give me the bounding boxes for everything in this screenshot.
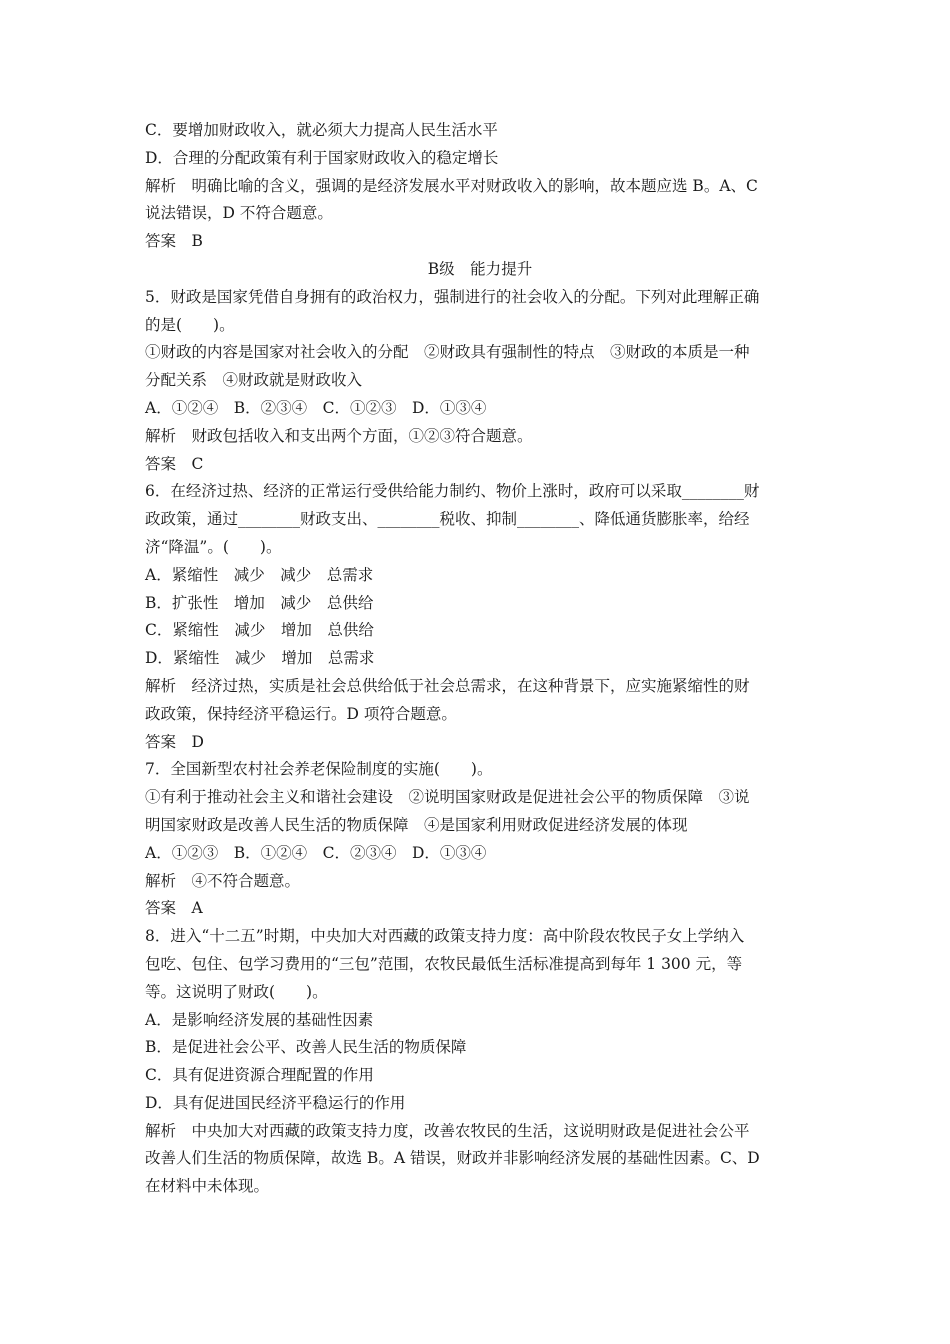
text-line: 济“降温”。( )。 bbox=[145, 537, 282, 556]
text-line: ①财政的内容是国家对社会收入的分配 ②财政具有强制性的特点 ③财政的本质是一种 bbox=[145, 343, 750, 362]
text-line: 答案 D bbox=[145, 732, 204, 751]
text-line: ①有利于推动社会主义和谐社会建设 ②说明国家财政是促进社会公平的物质保障 ③说 bbox=[145, 788, 750, 807]
text-line: 解析 经济过热，实质是社会总供给低于社会总需求，在这种背景下，应实施紧缩性的财 bbox=[145, 676, 750, 695]
text-line: A．①②④ B．②③④ C．①②③ D．①③④ bbox=[145, 398, 487, 417]
text-line: A．是影响经济发展的基础性因素 bbox=[145, 1010, 374, 1029]
text-line: 在材料中未体现。 bbox=[145, 1177, 270, 1196]
text-line: D．具有促进国民经济平稳运行的作用 bbox=[145, 1093, 406, 1112]
text-line: 解析 明确比喻的含义，强调的是经济发展水平对财政收入的影响，故本题应选 B。A、C bbox=[145, 176, 758, 195]
text-line: D．合理的分配政策有利于国家财政收入的稳定增长 bbox=[145, 148, 499, 167]
text-line: 答案 A bbox=[145, 899, 203, 918]
text-line: 解析 ④不符合题意。 bbox=[145, 871, 301, 890]
text-line: 政政策，通过________财政支出、________税收、抑制________、降低通货膨胀率，给经 bbox=[145, 510, 750, 529]
text-line: 6．在经济过热、经济的正常运行受供给能力制约、物价上涨时，政府可以采取________财 bbox=[145, 482, 760, 501]
text-line: 8．进入“十二五”时期，中央加大对西藏的政策支持力度：高中阶段农牧民子女上学纳入 bbox=[145, 927, 745, 946]
text-line: 明国家财政是改善人民生活的物质保障 ④是国家利用财政促进经济发展的体现 bbox=[145, 815, 688, 834]
text-line: 5．财政是国家凭借自身拥有的政治权力，强制进行的社会收入的分配。下列对此理解正确 bbox=[145, 287, 760, 306]
section-heading: B级 能力提升 bbox=[427, 259, 533, 278]
text-line: 政政策，保持经济平稳运行。D 项符合题意。 bbox=[145, 704, 457, 723]
text-line: B．扩张性 增加 减少 总供给 bbox=[145, 593, 374, 612]
text-line: B．是促进社会公平、改善人民生活的物质保障 bbox=[145, 1038, 467, 1057]
text-line: 解析 中央加大对西藏的政策支持力度，改善农牧民的生活，这说明财政是促进社会公平 bbox=[145, 1121, 750, 1140]
text-line: C．要增加财政收入，就必须大力提高人民生活水平 bbox=[145, 121, 498, 139]
text-line: 改善人们生活的物质保障，故选 B。A 错误，财政并非影响经济发展的基础性因素。C、D bbox=[145, 1149, 760, 1168]
text-line: 说法错误，D 不符合题意。 bbox=[145, 204, 333, 223]
text-line: D．紧缩性 减少 增加 总需求 bbox=[145, 649, 375, 668]
text-line: A．①②③ B．①②④ C．②③④ D．①③④ bbox=[145, 843, 487, 862]
text-line: 分配关系 ④财政就是财政收入 bbox=[145, 371, 363, 390]
text-line: 7．全国新型农村社会养老保险制度的实施( )。 bbox=[145, 760, 493, 779]
text-line: 的是( )。 bbox=[145, 315, 235, 334]
text-line: C．具有促进资源合理配置的作用 bbox=[145, 1066, 374, 1085]
text-line: 解析 财政包括收入和支出两个方面，①②③符合题意。 bbox=[145, 426, 533, 445]
text-line: C．紧缩性 减少 增加 总供给 bbox=[145, 621, 374, 640]
text-line: 包吃、包住、包学习费用的“三包”范围，农牧民最低生活标准提高到每年 1 300 元，等 bbox=[145, 954, 743, 973]
document-body bbox=[145, 117, 815, 1201]
text-line: 等。这说明了财政( )。 bbox=[145, 982, 328, 1001]
text-line: A．紧缩性 减少 减少 总需求 bbox=[145, 565, 374, 584]
text-line: 答案 B bbox=[145, 232, 203, 251]
text-line: 答案 C bbox=[145, 454, 204, 473]
